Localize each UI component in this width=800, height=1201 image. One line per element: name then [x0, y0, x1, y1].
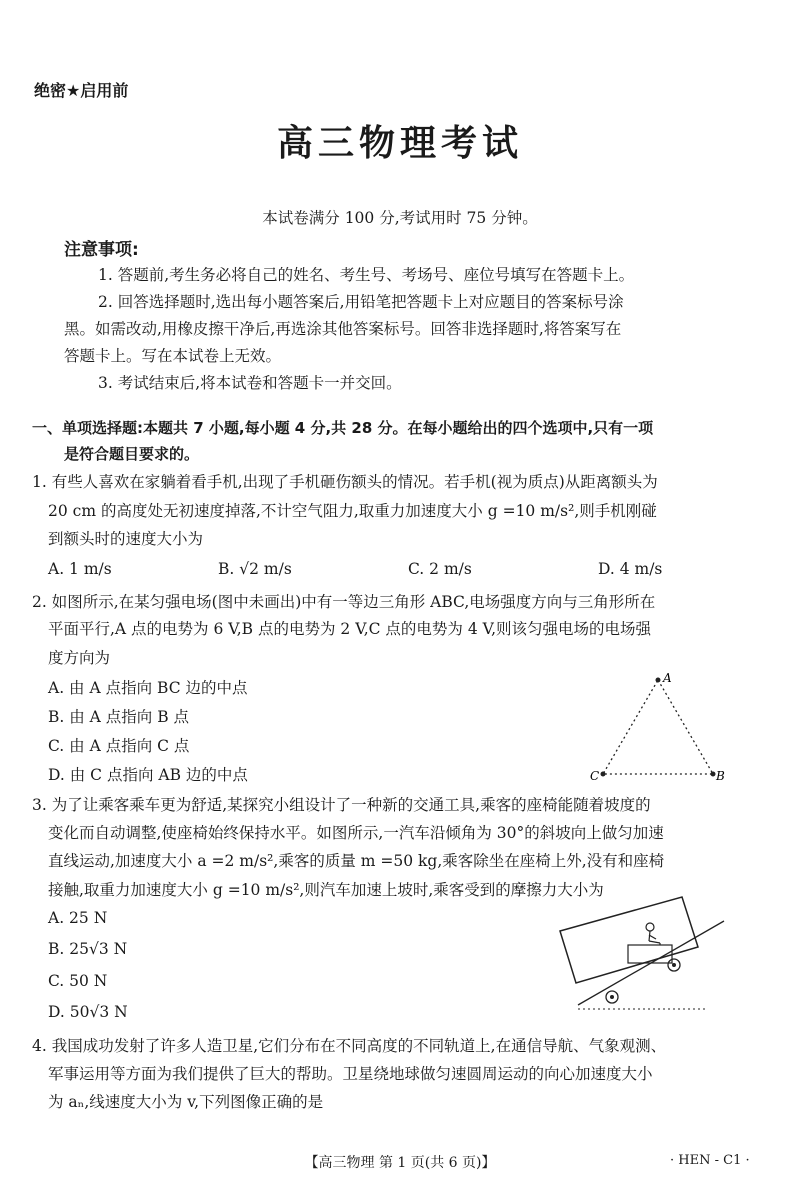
q3-stem-line-3: 直线运动,加速度大小 a =2 m/s²,乘客的质量 m =50 kg,乘客除坐在座椅上外,没有和座椅	[48, 852, 665, 870]
label-b: B	[716, 769, 725, 783]
q1-option-c: C. 2 m/s	[408, 560, 472, 578]
q2-option-a: A. 由 A 点指向 BC 边的中点	[48, 679, 248, 697]
q4-stem-line-2: 军事运用等方面为我们提供了巨大的帮助。卫星绕地球做匀速圆周运动的向心加速度大小	[48, 1065, 653, 1083]
paper-code: · HEN - C1 ·	[670, 1153, 750, 1168]
triangle-figure	[588, 670, 725, 783]
q1-option-b: B. √2 m/s	[218, 560, 292, 578]
page-title: 高三物理考试	[276, 123, 523, 164]
point-b	[711, 772, 716, 777]
notice-line-2: 2. 回答选择题时,选出每小题答案后,用铅笔把答题卡上对应题目的答案标号涂	[98, 293, 624, 311]
rear-wheel-hub	[610, 995, 614, 999]
section-heading-line-2: 是符合题目要求的。	[64, 445, 200, 463]
q2-stem-line-3: 度方向为	[48, 649, 111, 667]
passenger-head	[646, 923, 654, 931]
passenger-arm	[649, 935, 656, 939]
notice-line-4: 答题卡上。写在本试卷上无效。	[64, 347, 282, 365]
q3-option-c: C. 50 N	[48, 972, 108, 990]
q1-option-a: A. 1 m/s	[48, 560, 112, 578]
q4-stem-line-1: 4. 我国成功发射了许多人造卫星,它们分布在不同高度的不同轨道上,在通信导航、气象观测、	[32, 1037, 667, 1055]
car-slope-figure	[548, 895, 728, 1015]
label-a: A	[663, 671, 672, 685]
notice-line-1: 1. 答题前,考生务必将自己的姓名、考生号、考场号、座位号填写在答题卡上。	[98, 266, 635, 284]
q2-option-d: D. 由 C 点指向 AB 边的中点	[48, 766, 248, 784]
q3-stem-line-2: 变化而自动调整,使座椅始终保持水平。如图所示,一汽车沿倾角为 30°的斜坡向上做匀加速	[48, 824, 664, 842]
point-a	[656, 678, 661, 683]
q1-stem-line-2: 20 cm 的高度处无初速度掉落,不计空气阻力,取重力加速度大小 g =10 m/s²,则手机刚碰	[48, 502, 657, 520]
q3-stem-line-1: 3. 为了让乘客乘车更为舒适,某探究小组设计了一种新的交通工具,乘客的座椅能随着坡度的	[32, 796, 651, 814]
section-heading-line-1: 一、单项选择题:本题共 7 小题,每小题 4 分,共 28 分。在每小题给出的四个选项中,只有一项	[32, 419, 654, 437]
q1-stem-line-3: 到额头时的速度大小为	[48, 530, 204, 548]
q3-option-b: B. 25√3 N	[48, 940, 128, 958]
q1-option-d: D. 4 m/s	[598, 560, 663, 578]
q2-stem-line-1: 2. 如图所示,在某匀强电场(图中未画出)中有一等边三角形 ABC,电场强度方向与三角形所在	[32, 593, 656, 611]
q2-option-c: C. 由 A 点指向 C 点	[48, 737, 190, 755]
label-c: C	[590, 769, 600, 783]
notice-heading: 注意事项:	[64, 240, 139, 260]
q2-option-b: B. 由 A 点指向 B 点	[48, 708, 190, 726]
notice-line-3: 黑。如需改动,用橡皮擦干净后,再选涂其他答案标号。回答非选择题时,将答案写在	[64, 320, 622, 338]
page-footer: 【高三物理 第 1 页(共 6 页)】	[304, 1155, 496, 1171]
q1-stem-line-1: 1. 有些人喜欢在家躺着看手机,出现了手机砸伤额头的情况。若手机(视为质点)从距离额头为	[32, 473, 658, 491]
q4-stem-line-3: 为 aₙ,线速度大小为 v,下列图像正确的是	[48, 1093, 324, 1111]
notice-line-5: 3. 考试结束后,将本试卷和答题卡一并交回。	[98, 374, 402, 392]
triangle-abc	[603, 680, 713, 774]
q3-stem-line-4: 接触,取重力加速度大小 g =10 m/s²,则汽车加速上坡时,乘客受到的摩擦力大小为	[48, 881, 604, 899]
passenger-legs	[649, 941, 660, 943]
point-c	[601, 772, 606, 777]
confidential-label: 绝密★启用前	[34, 81, 129, 100]
q2-stem-line-2: 平面平行,A 点的电势为 6 V,B 点的电势为 2 V,C 点的电势为 4 V,则该匀强电场的电场强	[48, 620, 652, 638]
q3-option-d: D. 50√3 N	[48, 1003, 128, 1021]
q3-option-a: A. 25 N	[48, 909, 108, 927]
exam-info: 本试卷满分 100 分,考试用时 75 分钟。	[262, 209, 538, 227]
